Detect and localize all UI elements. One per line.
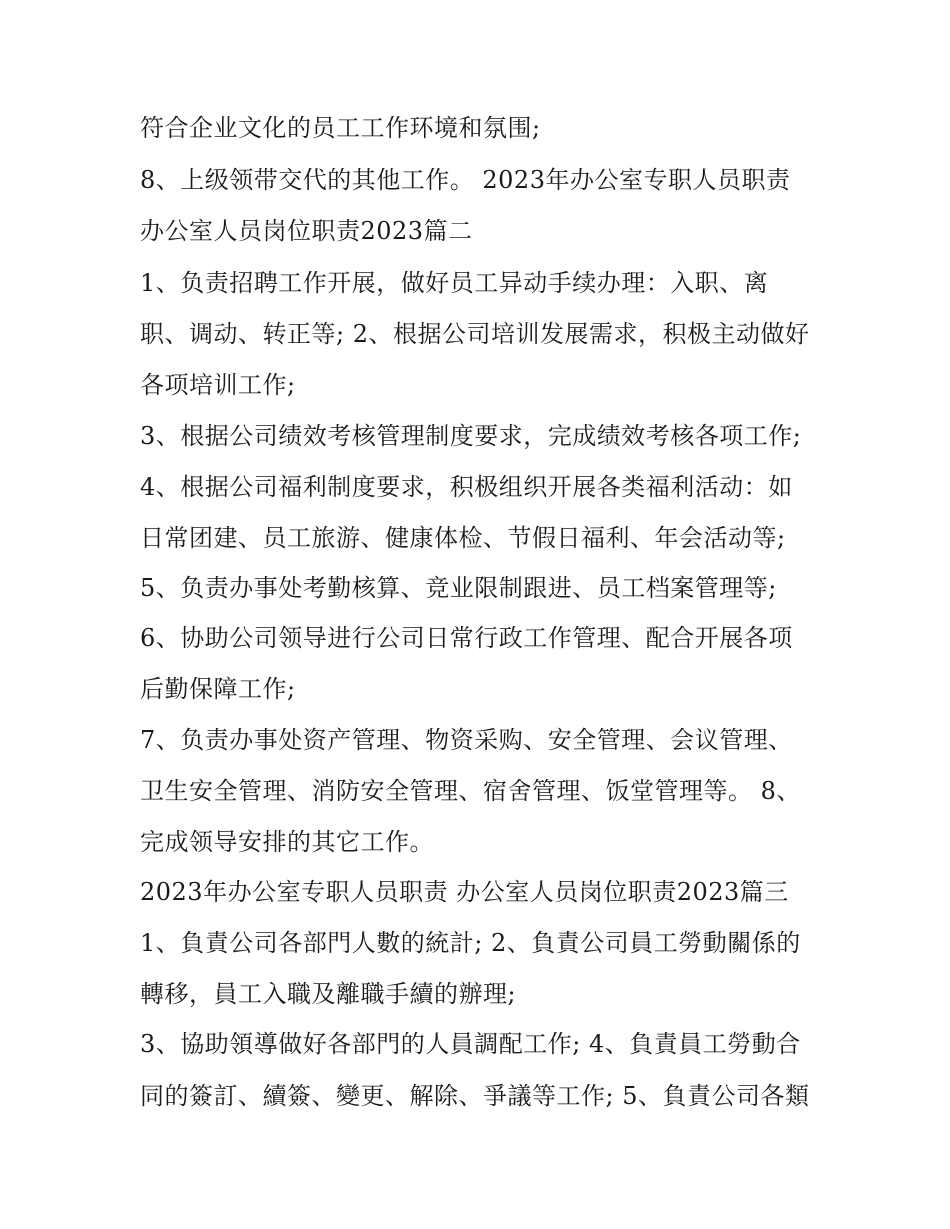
text-line: 4、根据公司福利制度要求，积极组织开展各类福利活动：如 (140, 473, 793, 501)
text-line: 3、根据公司绩效考核管理制度要求，完成绩效考核各项工作; (140, 422, 802, 450)
text-line: 轉移，員工入職及離職手續的辦理; (140, 980, 517, 1008)
text-line: 1、负责招聘工作开展，做好员工异动手续办理：入职、离 (140, 269, 769, 297)
text-line: 完成领导安排的其它工作。 (140, 828, 434, 856)
text-line: 卫生安全管理、消防安全管理、宿舍管理、饭堂管理等。 8、 (140, 777, 801, 805)
text-line: 7、负责办事处资产管理、物资采购、安全管理、会议管理、 (140, 726, 793, 754)
text-line: 职、调动、转正等; 2、根据公司培训发展需求，积极主动做好 (140, 320, 810, 348)
text-line: 办公室人员岗位职责2023篇二 (140, 217, 473, 245)
text-line: 3、協助領導做好各部門的人員調配工作; 4、負責員工勞動合 (140, 1030, 801, 1058)
text-line: 符合企业文化的员工工作环境和氛围; (140, 114, 541, 142)
text-line: 后勤保障工作; (140, 675, 296, 703)
text-line: 1、負責公司各部門人數的統計; 2、負責公司員工勞動關係的 (140, 929, 801, 957)
text-line: 同的簽訂、續簽、變更、解除、爭議等工作; 5、負責公司各類 (140, 1082, 810, 1110)
text-line: 6、协助公司领导进行公司日常行政工作管理、配合开展各项 (140, 624, 793, 652)
text-line: 8、上级领带交代的其他工作。 2023年办公室专职人员职责 (140, 166, 791, 194)
text-line: 日常团建、员工旅游、健康体检、节假日福利、年会活动等; (140, 524, 786, 552)
text-line: 5、负责办事处考勤核算、竞业限制跟进、员工档案管理等; (140, 574, 777, 602)
text-line: 各项培训工作; (140, 371, 296, 399)
text-line: 2023年办公室专职人员职责 办公室人员岗位职责2023篇三 (140, 878, 789, 906)
